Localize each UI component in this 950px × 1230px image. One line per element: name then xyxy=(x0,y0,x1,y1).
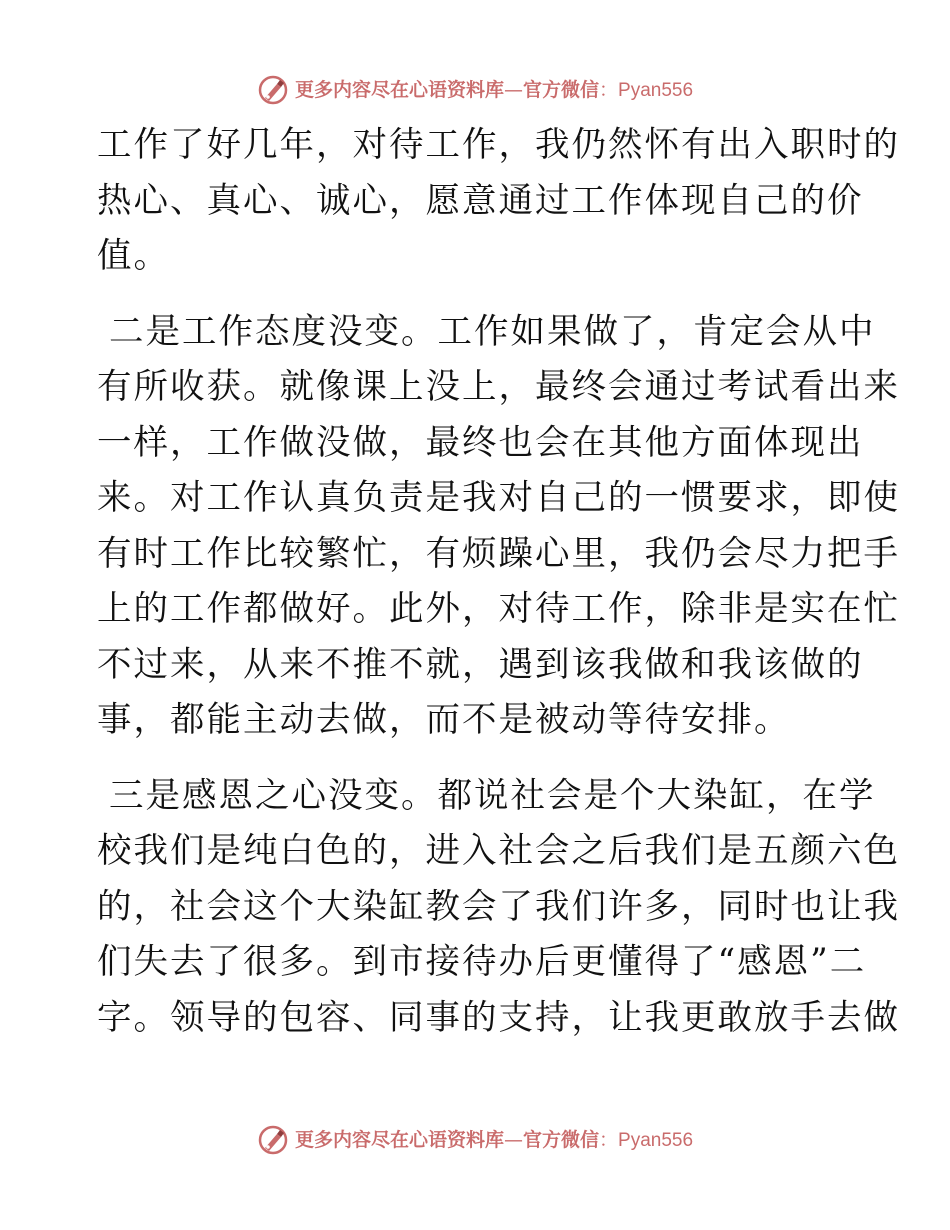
paragraph-3 xyxy=(97,769,900,1047)
pen-logo-icon xyxy=(257,1124,289,1156)
footer-dash: — xyxy=(503,1128,523,1151)
text-line: 值。 xyxy=(97,236,170,276)
text-line: 上的工作都做好。此外，对待工作，除非是实在忙 xyxy=(97,589,900,629)
header-brand-text: 更多内容尽在心语资料库 xyxy=(294,78,504,101)
text-line: 的，社会这个大染缸教会了我们许多，同时也让我 xyxy=(97,886,900,927)
text-line: 有所收获。就像课上没上，最终会通过考试看出来 xyxy=(97,367,900,407)
text-line: 有时工作比较繁忙，有烦躁心里，我仍会尽力把手 xyxy=(97,533,900,574)
footer-wechat-id: Pyan556 xyxy=(618,1129,694,1151)
footer-official-label: 官方微信 xyxy=(522,1128,599,1151)
text-line: 校我们是纯白色的，进入社会之后我们是五颜六色 xyxy=(97,831,900,871)
document-body xyxy=(97,118,900,1046)
header-official-label: 官方微信 xyxy=(522,78,599,101)
paragraph-1 xyxy=(97,118,900,285)
text-line: 二是工作态度没变。工作如果做了，肯定会从中 xyxy=(109,311,876,352)
text-line: 事，都能主动去做，而不是被动等待安排。 xyxy=(97,700,791,740)
text-line: 三是感恩之心没变。都说社会是个大染缸，在学 xyxy=(109,775,876,816)
footer-banner xyxy=(0,1120,950,1160)
pen-logo-icon xyxy=(257,74,289,106)
header-colon: ： xyxy=(599,78,619,101)
text-line: 来。对工作认真负责是我对自己的一惯要求，即使 xyxy=(97,478,900,518)
footer-brand-text: 更多内容尽在心语资料库 xyxy=(294,1128,504,1151)
text-line: 不过来，从来不推不就，遇到该我做和我该做的 xyxy=(97,644,864,685)
header-dash: — xyxy=(503,78,523,101)
text-line: 们失去了很多。到市接待办后更懂得了“感恩”二 xyxy=(97,942,867,982)
text-line: 字。领导的包容、同事的支持，让我更敢放手去做 xyxy=(97,997,900,1038)
text-line: 工作了好几年，对待工作，我仍然怀有出入职时的 xyxy=(97,125,900,165)
text-line: 热心、真心、诚心，愿意通过工作体现自己的价 xyxy=(97,180,864,221)
footer-colon: ： xyxy=(599,1128,619,1151)
header-banner xyxy=(0,70,950,110)
header-wechat-id: Pyan556 xyxy=(618,79,694,101)
text-line: 一样，工作做没做，最终也会在其他方面体现出 xyxy=(97,422,864,463)
paragraph-2 xyxy=(97,305,900,749)
